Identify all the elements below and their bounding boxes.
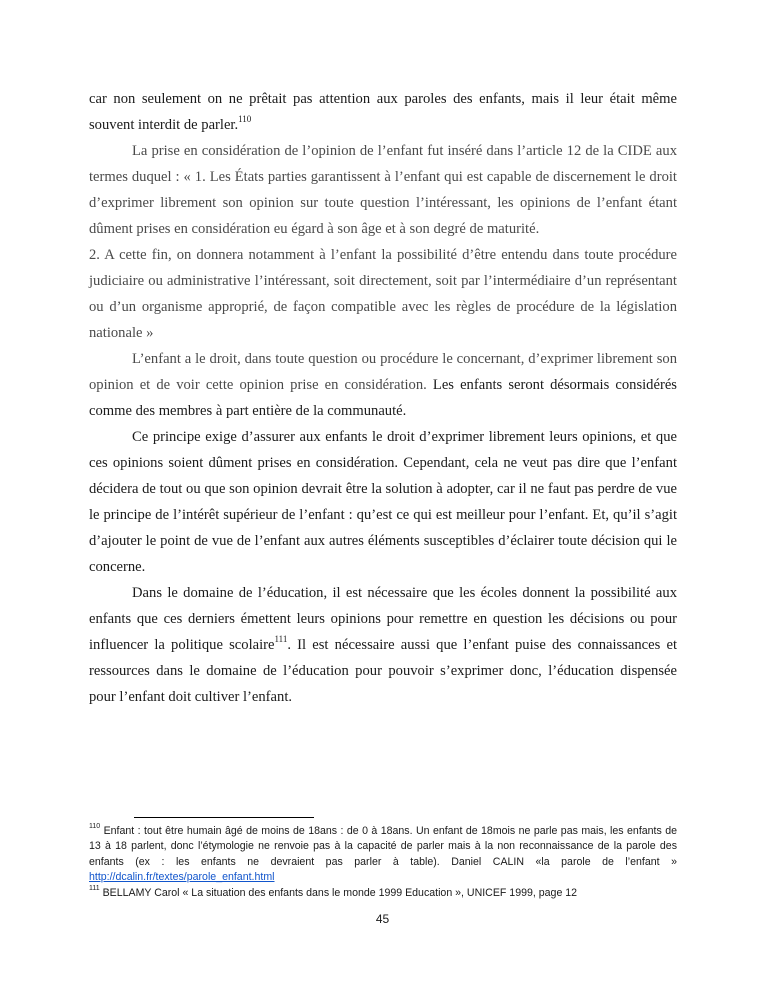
footnote-110 [89,824,677,886]
paragraph-6-text-b: . Il est nécessaire aussi que l’enfant puise des connaissances et ressources dans le domaine de l’éducation pour pouvoir s’exprimer donc, l’éducation dispensée pour l’enfant doit cultiver l’enfant. [89,637,678,705]
page-number: 45 [375,912,390,926]
footnote-separator [134,817,314,818]
paragraph-1 [89,86,677,138]
paragraph-4-text-b: Les enfants seront désormais considérés comme des membres à part entière de la communauté. [89,377,677,419]
page-body [89,86,677,710]
footnote-110-number: 110 [89,823,101,831]
paragraph-3 [89,242,677,346]
footnote-110-text: Enfant : tout être humain âgé de moins de 18ans : de 0 à 18ans. Un enfant de 18mois ne parle pas mais, les enfants de 13 à 18 parlent, donc l’étymologie ne renvoie pas à la capacité de parler mais à la non reconnaissance de la parole des enfants (ex : les enfants ne devraient pas parler à table). Daniel CALIN «la parole de l’enfant » [89,825,677,868]
paragraph-3-text: 2. A cette fin, on donnera notamment à l’enfant la possibilité d’être entendu dans toute procédure judiciaire ou administrative l’intéressant, soit directement, soit par l’intermédiaire d’un représentant ou d’un organisme approprié, de façon compatible avec les règles de procédure de la législation nationale » [89,247,677,341]
footnote-ref-110[interactable]: 110 [238,114,252,125]
paragraph-6 [89,580,677,710]
paragraph-4-text-a: L’enfant a le droit, dans toute question ou procédure le concernant, d’exprimer librement son opinion et de voir cette opinion prise en considération. [89,351,677,393]
paragraph-5 [89,424,677,580]
paragraph-2 [89,138,677,242]
paragraph-6-text-a: Dans le domaine de l’éducation, il est nécessaire que les écoles donnent la possibilité aux enfants que ces derniers émettent leurs opinions pour remettre en question les décisions ou pour influencer la politique scolaire [89,585,677,653]
footnotes [89,824,677,901]
paragraph-2-text: La prise en considération de l’opinion de l’enfant fut inséré dans l’article 12 de la CIDE aux termes duquel : « 1. Les États parties garantissent à l’enfant qui est capable de discernement le droit d’exprimer librement son opinion sur toute question l’intéressant, les opinions de l’enfant étant dûment prises en considération eu égard à son âge et à son degré de maturité. [89,143,677,237]
paragraph-4 [89,346,677,424]
footnote-111-text: BELLAMY Carol « La situation des enfants dans le monde 1999 Education », UNICEF 1999, page 12 [99,886,578,899]
footnote-110-link[interactable]: http://dcalin.fr/textes/parole_enfant.html [89,871,275,884]
footnote-111 [89,886,677,901]
footnote-111-number: 111 [89,885,100,893]
paragraph-1-text: car non seulement on ne prêtait pas attention aux paroles des enfants, mais il leur était même souvent interdit de parler. [89,91,677,133]
footnote-ref-111[interactable]: 111 [274,634,288,645]
paragraph-5-text: Ce principe exige d’assurer aux enfants le droit d’exprimer librement leurs opinions, et que ces opinions soient dûment prises en considération. Cependant, cela ne veut pas dire que l’enfant décidera de tout ou que son opinion devrait être la solution à adopter, car il ne faut pas perdre de vue le principe de l’intérêt supérieur de l’enfant : qu’est ce qui est meilleur pour l’enfant. Et, qu’il s’agit d’ajouter le point de vue de l’enfant aux autres éléments susceptibles d’éclairer toute décision qui le concerne. [89,429,677,575]
